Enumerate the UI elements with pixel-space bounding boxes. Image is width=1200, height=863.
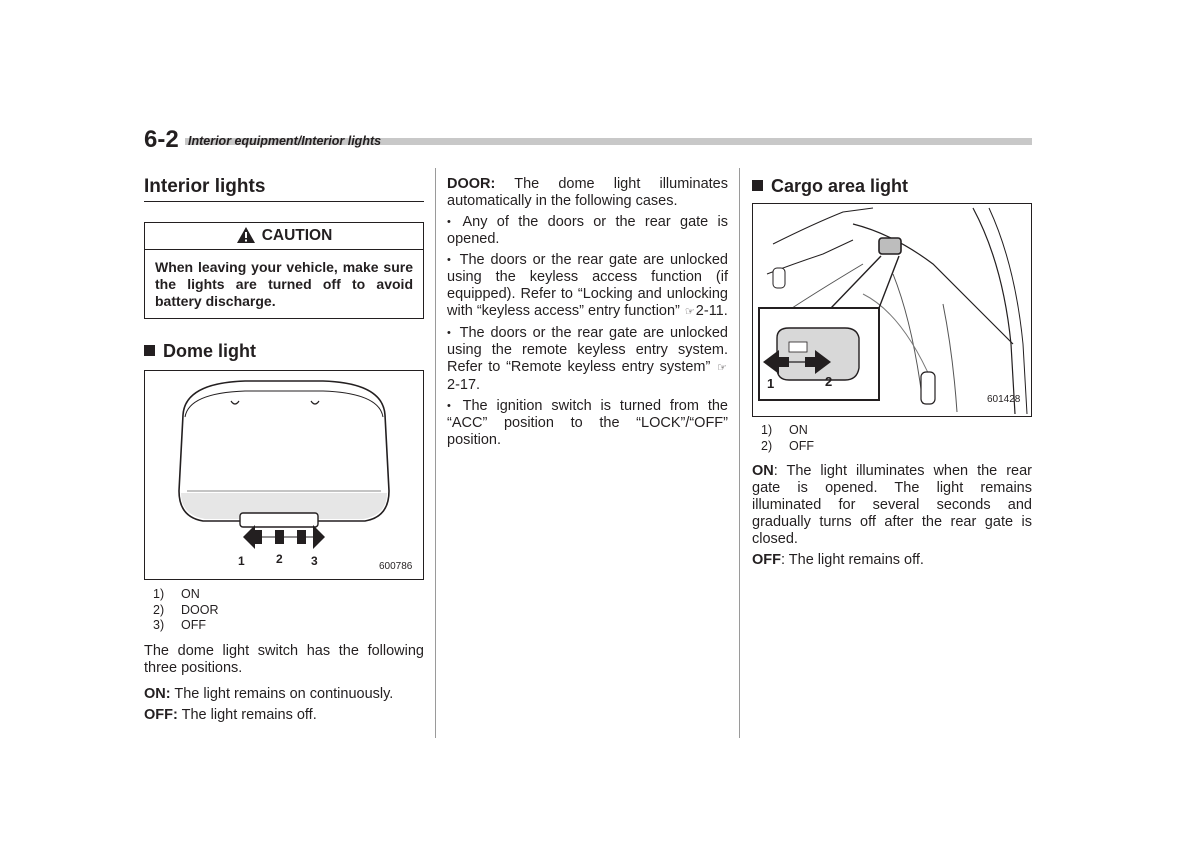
dome-on-description: ON: The light remains on continuously. (144, 685, 394, 702)
caption-item: 3) OFF (153, 618, 206, 632)
dome-off-description: OFF: The light remains off. (144, 706, 317, 723)
caution-text: When leaving your vehicle, make sure the lights are turned off to avoid battery discharge. (155, 259, 413, 309)
dome-light-figure (144, 370, 424, 580)
column-middle (447, 176, 728, 449)
section-square-icon (144, 345, 155, 356)
caption-item: 1) ON (153, 587, 200, 601)
caution-label: CAUTION (261, 227, 333, 244)
page-reference-icon: ☞ (684, 306, 695, 318)
door-description: DOOR: The dome light illuminates automatically in the following cases. (447, 176, 728, 209)
column-right (752, 176, 1032, 569)
bullet-item: • The doors or the rear gate are unlocked using the keyless access function (if equipped). Refer to “Locking and unlocking with “keyless access” entry function” ☞2-11. (447, 252, 728, 321)
figure-label-1: 1 (238, 554, 245, 568)
caution-box (144, 222, 424, 319)
bullet-item: • The ignition switch is turned from the “ACC” position to the “LOCK”/“OFF” position. (447, 398, 728, 449)
cargo-area-light-heading: Cargo area light (752, 176, 1032, 197)
figure-code: 601428 (987, 394, 1021, 405)
cargo-light-illustration (753, 204, 1031, 416)
bullet-item: • Any of the doors or the rear gate is opened. (447, 214, 728, 248)
cargo-on-description: ON: The light illuminates when the rear gate is opened. The light remains illuminated for several seconds and gradually turns off after the rear gate is closed. (752, 463, 1032, 547)
figure-label-2: 2 (825, 374, 833, 389)
figure-label-2: 2 (276, 552, 283, 566)
page-header (144, 124, 1032, 152)
dome-light-captions (144, 587, 424, 634)
dome-light-illustration (145, 371, 423, 579)
cargo-light-captions (752, 423, 1032, 454)
column-divider (739, 168, 740, 738)
column-left (144, 170, 424, 724)
caution-heading (145, 223, 423, 250)
figure-label-3: 3 (311, 554, 318, 568)
warning-triangle-icon (236, 226, 256, 244)
page-number: 6-2 (144, 126, 185, 154)
cargo-off-description: OFF: The light remains off. (752, 552, 924, 568)
section-square-icon (752, 180, 763, 191)
page-reference-icon: ☞ (717, 362, 727, 374)
section-title: Interior equipment/Interior lights (188, 134, 382, 148)
figure-code: 600786 (379, 561, 413, 572)
column-divider (435, 168, 436, 738)
interior-lights-title: Interior lights (144, 176, 424, 202)
caption-item: 2) OFF (761, 438, 814, 453)
dome-light-heading (144, 341, 424, 362)
dome-light-heading-text: Dome light (163, 341, 256, 361)
caption-item: 1) ON (761, 423, 808, 437)
dome-light-intro: The dome light switch has the following three positions. (144, 642, 424, 676)
bullet-item: • The doors or the rear gate are unlocked using the remote keyless entry system. Refer to “Remote keyless entry system” ☞2-17. (447, 325, 728, 394)
figure-label-1: 1 (767, 376, 775, 391)
cargo-light-figure (752, 203, 1032, 417)
caption-item: 2) DOOR (153, 602, 219, 617)
